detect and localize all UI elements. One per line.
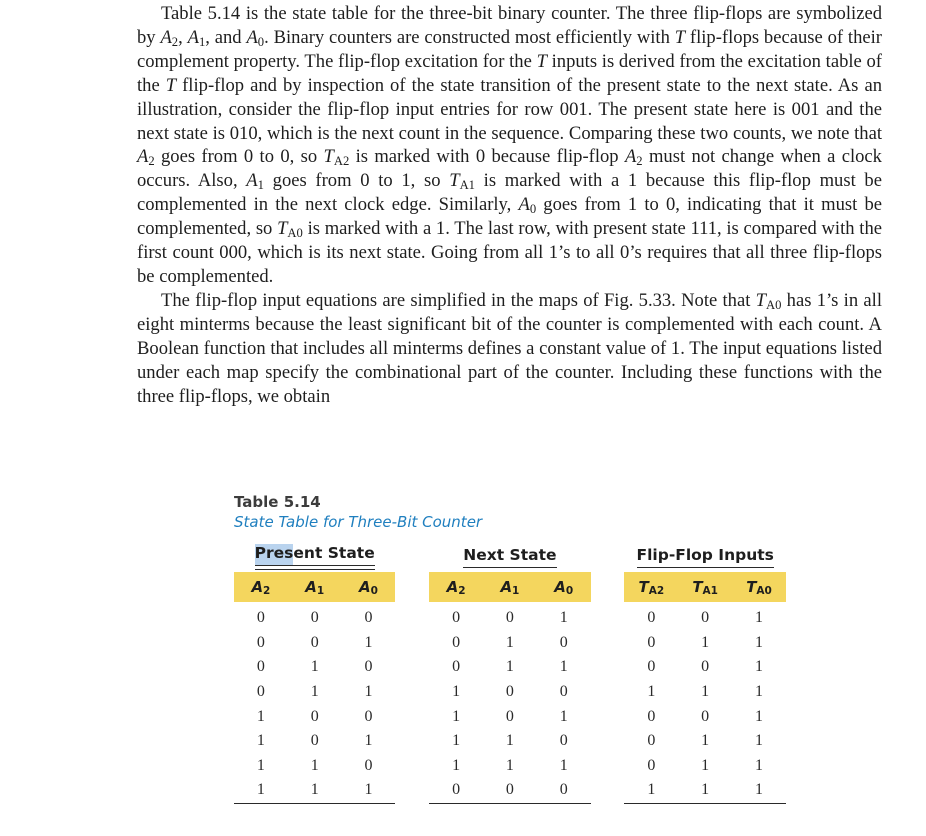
table-row <box>234 655 786 680</box>
table-cell: 1 <box>505 756 514 774</box>
table-cell: 0 <box>364 756 373 774</box>
body-text <box>137 2 882 408</box>
table-cell: 1 <box>364 732 373 750</box>
state-table <box>234 542 786 804</box>
table-cell: 1 <box>234 778 288 803</box>
table-cell: 0 <box>537 778 591 803</box>
column-header-row <box>234 572 786 602</box>
table-cell: 1 <box>559 707 568 725</box>
table-cell: 1 <box>310 683 319 701</box>
table-cell: 1 <box>505 732 514 750</box>
table-cell: 0 <box>701 609 710 627</box>
table-cell: 1 <box>342 778 396 803</box>
table-cell: 0 <box>310 732 319 750</box>
table-cell: 0 <box>256 683 265 701</box>
table-cell: 0 <box>505 707 514 725</box>
table-cell: 1 <box>505 633 514 651</box>
table-cell: 1 <box>732 778 786 803</box>
table-cell: 0 <box>483 778 537 803</box>
table-cell: 0 <box>452 609 461 627</box>
table-cell: 1 <box>256 707 265 725</box>
table-cell: 1 <box>559 609 568 627</box>
table-cell: 0 <box>559 683 568 701</box>
col-next-a1: $A_1$ <box>483 572 537 602</box>
next-state-header: Next State <box>429 542 590 572</box>
table-number: Table 5.14 <box>234 493 321 511</box>
table-cell: 0 <box>364 609 373 627</box>
table-cell: 1 <box>755 756 764 774</box>
col-next-a0: $A_0$ <box>537 572 591 602</box>
table-cell: 1 <box>755 609 764 627</box>
table-cell: 1 <box>310 658 319 676</box>
table-row <box>234 680 786 705</box>
flip-flop-inputs-header: Flip-Flop Inputs <box>624 542 786 572</box>
table-cell: 1 <box>310 756 319 774</box>
table-cell: 1 <box>452 707 461 725</box>
table-cell: 0 <box>647 756 656 774</box>
table-cell: 0 <box>310 609 319 627</box>
paragraph-2: The flip-flop input equations are simplified in the maps of Fig. 5.33. Note that $T_{A0}$ has 1’s in all eight minterms because the least significant bit of the counter is complemented with each count. A Boolean function that includes all minterms defines a constant value of 1. The input equations listed under each map specify the combinational part of the counter. Including these functions with the three flip-flops, we obtain <box>137 289 882 407</box>
table-cell: 0 <box>452 633 461 651</box>
table-row <box>234 778 786 803</box>
table-cell: 1 <box>701 732 710 750</box>
table-cell: 0 <box>256 658 265 676</box>
table-cell: 1 <box>256 756 265 774</box>
table-cell: 0 <box>452 658 461 676</box>
table-cell: 0 <box>364 707 373 725</box>
paragraph-1: Table 5.14 is the state table for the three-bit binary counter. The three flip-flops are symbolized by $A_2$, $A_1$, and $A_0$. Binary counters are constructed most efficiently with T flip-flops because of their complement property. The flip-flop excitation for the T inputs is derived from the excitation table of the T flip-flop and by inspection of the state transition of the present state to the next state. As an illustration, consider the flip-flop input entries for row 001. The present state here is 001 and the next state is 010, which is the next count in the sequence. Comparing these two counts, we note that $A_2$ goes from 0 to 0, so $T_{A2}$ is marked with 0 because flip-flop $A_2$ must not change when a clock occurs. Also, $A_1$ goes from 0 to 1, so $T_{A1}$ is marked with a 1 because this flip-flop must be complemented in the next clock edge. Similarly, $A_0$ goes from 1 to 0, indicating that it must be complemented, so $T_{A0}$ is marked with a 1. The last row, with present state 111, is compared with the first count 000, which is its next state. Going from all 1’s to all 0’s requires that all three flip-flops be complemented. <box>137 3 883 287</box>
col-present-a0: $A_0$ <box>342 572 396 602</box>
table-cell: 0 <box>701 707 710 725</box>
table-cell: 0 <box>310 707 319 725</box>
table-cell: 1 <box>755 633 764 651</box>
table-cell: 1 <box>624 778 678 803</box>
col-ta0: $T_{A0}$ <box>732 572 786 602</box>
table-cell: 1 <box>559 658 568 676</box>
table-row <box>234 602 786 631</box>
table-cell: 0 <box>364 658 373 676</box>
table-cell: 1 <box>505 658 514 676</box>
table-cell: 1 <box>256 732 265 750</box>
table-cell: 0 <box>647 707 656 725</box>
table-cell: 0 <box>559 732 568 750</box>
table-cell: 0 <box>310 633 319 651</box>
table-row <box>234 729 786 754</box>
table-cell: 1 <box>701 683 710 701</box>
table-cell: 1 <box>364 683 373 701</box>
table-cell: 1 <box>647 683 656 701</box>
table-cell: 1 <box>452 756 461 774</box>
table-cell: 1 <box>678 778 732 803</box>
group-header-row <box>234 542 786 572</box>
present-state-header: Present State <box>234 542 395 572</box>
table-cell: 1 <box>701 756 710 774</box>
table-cell: 0 <box>505 609 514 627</box>
text-selection-highlight: Pres <box>255 544 294 566</box>
table-cell: 1 <box>452 732 461 750</box>
table-cell: 1 <box>701 633 710 651</box>
table-row <box>234 704 786 729</box>
col-ta2: $T_{A2}$ <box>624 572 678 602</box>
table-cell: 0 <box>647 732 656 750</box>
table-cell: 0 <box>647 658 656 676</box>
table-cell: 1 <box>559 756 568 774</box>
table-caption <box>234 492 482 532</box>
table-cell: 0 <box>701 658 710 676</box>
table-cell: 1 <box>452 683 461 701</box>
table-cell: 0 <box>647 609 656 627</box>
table-title: State Table for Three-Bit Counter <box>234 513 483 531</box>
table-cell: 0 <box>256 633 265 651</box>
table-cell: 1 <box>364 633 373 651</box>
col-ta1: $T_{A1}$ <box>678 572 732 602</box>
table-row <box>234 754 786 779</box>
table-cell: 1 <box>288 778 342 803</box>
table-row <box>234 631 786 656</box>
table-cell: 1 <box>755 683 764 701</box>
table-cell: 0 <box>647 633 656 651</box>
table-cell: 0 <box>256 609 265 627</box>
col-present-a1: $A_1$ <box>288 572 342 602</box>
table-cell: 0 <box>505 683 514 701</box>
table-cell: 1 <box>755 658 764 676</box>
col-next-a2: $A_2$ <box>429 572 483 602</box>
table-cell: 1 <box>755 707 764 725</box>
table-cell: 1 <box>755 732 764 750</box>
table-cell: 0 <box>429 778 483 803</box>
col-present-a2: $A_2$ <box>234 572 288 602</box>
table-cell: 0 <box>559 633 568 651</box>
